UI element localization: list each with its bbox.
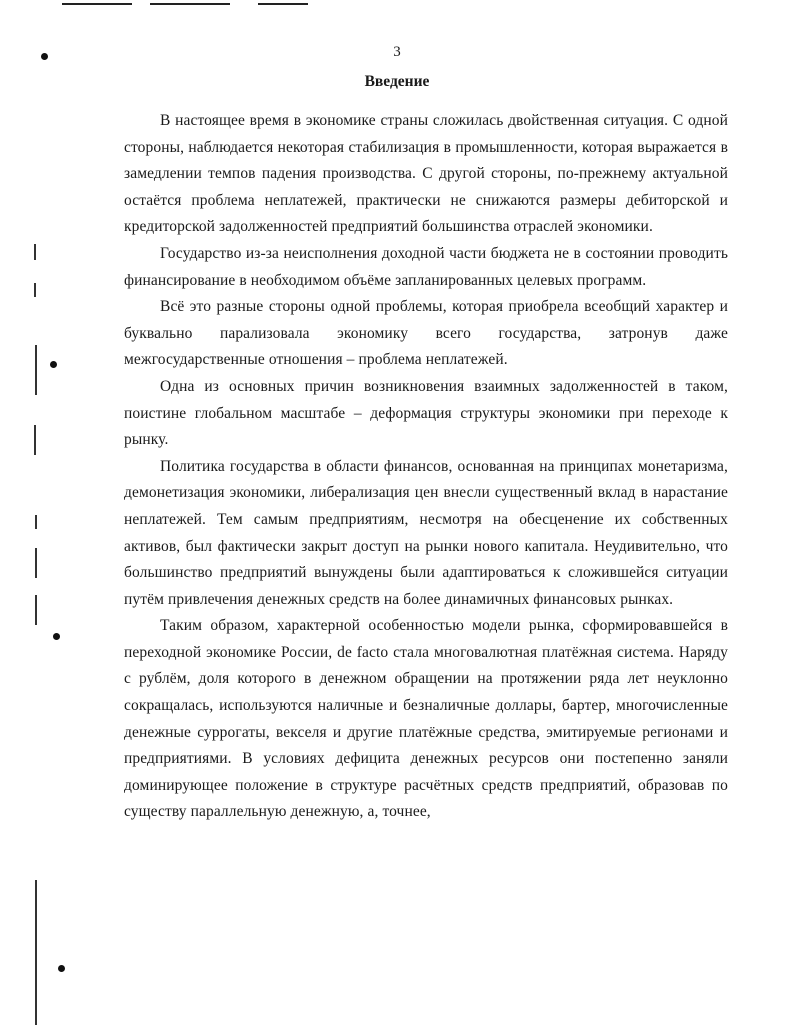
margin-mark-1 (34, 244, 36, 260)
binder-hole-mark-2 (50, 361, 57, 368)
paragraph-1: В настоящее время в экономике страны сложилась двойственная ситуация. С одной стороны, наблюдается некоторая стабилизация в промышленности, которая выражается в замедлении темпов падения производства. С другой стороны, по-прежнему актуальной остаётся проблема неплатежей, практически не снижаются размеры дебиторской и кредиторской задолженностей предприятий большинства отраслей экономики. (124, 112, 728, 236)
document-body (124, 108, 728, 826)
binder-hole-mark-4 (58, 965, 65, 972)
section-heading: Введение (364, 73, 430, 90)
margin-mark-4 (34, 425, 36, 455)
paragraph-2: Государство из-за неисполнения доходной части бюджета не в состоянии проводить финансирование в необходимом объёме запланированных целевых программ. (124, 244, 728, 289)
paragraph-4: Одна из основных причин возникновения взаимных задолженностей в таком, поистине глобальном масштабе – деформация структуры экономики при переходе к рынку. (124, 377, 728, 449)
binder-hole-mark-3 (53, 633, 60, 640)
margin-mark-6 (35, 548, 37, 578)
page-number: 3 (393, 44, 401, 60)
scan-artifact-top-line-3 (258, 3, 308, 5)
margin-mark-2 (34, 283, 36, 297)
scan-artifact-top-line-1 (62, 3, 132, 5)
margin-mark-7 (35, 595, 37, 625)
margin-mark-5 (35, 515, 37, 529)
scan-artifact-top-line-2 (150, 3, 230, 5)
margin-mark-8 (35, 880, 37, 1025)
margin-mark-3 (35, 345, 37, 395)
paragraph-3: Всё это разные стороны одной проблемы, которая приобрела всеобщий характер и буквально парализовала экономику всего государства, затронув даже межгосударственные отношения – проблема неплатежей. (124, 298, 728, 369)
paragraph-5: Политика государства в области финансов, основанная на принципах монетаризма, демонетизация экономики, либерализация цен внесли существенный вклад в нарастание неплатежей. Тем самым предприятиям, несмотря на обесценение их собственных активов, был фактически закрыт доступ на рынки нового капитала. Неудивительно, что большинство предприятий вынуждены были адаптироваться к сложившейся ситуации путём привлечения денежных средств на более динамичных финансовых рынках. (124, 457, 728, 608)
paragraph-6: Таким образом, характерной особенностью модели рынка, сформировавшейся в переходной экономике России, de facto стала многовалютная платёжная система. Наряду с рублём, доля которого в денежном обращении на протяжении ряда лет неуклонно сокращалась, используются наличные и безналичные доллары, бартер, многочисленные денежные суррогаты, векселя и другие платёжные средства, эмитируемые регионами и предприятиями. В условиях дефицита денежных ресурсов они постепенно заняли доминирующее положение в структуре расчётных средств предприятий, образовав по существу параллельную денежную, а, точнее, (124, 617, 728, 821)
